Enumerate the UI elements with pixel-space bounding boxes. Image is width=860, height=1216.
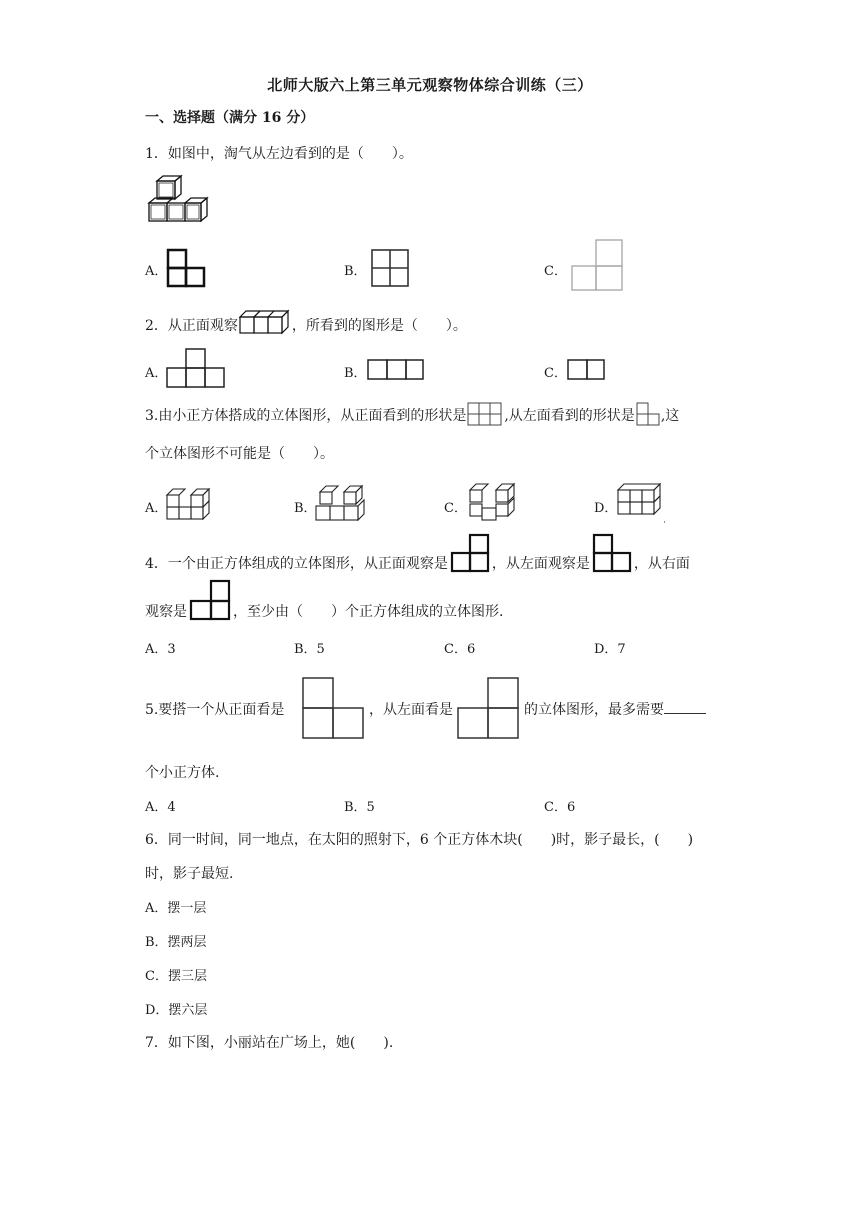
q3-option-b-label[interactable]: B． [294,501,317,516]
q3-option-c-label[interactable]: C． [444,501,467,516]
q1-option-a-figure [166,248,208,288]
q3-option-a-label[interactable]: A． [145,501,168,516]
q1-option-c-label[interactable]: C． [544,264,567,279]
q3-text-a: 3.由小正方体搭成的立体图形，从正面看到的形状是 [145,408,467,424]
q1-cube-figure [145,173,211,229]
q1-option-b-figure [370,248,412,288]
question-4-text [145,553,690,575]
q3-front-view-figure [466,401,504,427]
q1-option-b-label[interactable]: B． [344,264,367,279]
q4-text-c: ，从右面 [633,556,690,572]
q4-left-view-figure [590,533,634,575]
q4-text-b: ，从左面观察是 [491,556,590,572]
q4-option-b[interactable]: B．5 [294,642,325,657]
q2-option-a-label[interactable]: A． [145,366,168,381]
q5-answer-blank[interactable] [664,699,706,714]
question-1-text: 1．如图中，淘气从左边看到的是（ ）。 [145,146,413,162]
q3-option-b-figure [314,482,372,524]
q5-front-view-figure [301,676,365,740]
q6-option-d[interactable]: D．摆六层 [145,1003,208,1018]
question-5-line2: 个小正方体. [145,765,220,781]
question-6-line1: 6．同一时间，同一地点，在太阳的照射下，6 个正方体木块( )时，影子最长，( ) [145,832,694,848]
q4-line2-b: ，至少由（ ）个正方体组成的立体图形. [233,604,504,620]
question-4-line2 [145,601,503,623]
question-7-text: 7．如下图，小丽站在广场上，她( ). [145,1035,394,1051]
q3-text-c: ,这 [660,408,680,424]
question-3-line2: 个立体图形不可能是（ ）。 [145,446,334,462]
q2-blocks-figure [238,309,292,337]
section-heading: 一、选择题（满分 16 分） [145,110,315,126]
q5-left-view-figure [456,676,520,740]
q5-option-b[interactable]: B．5 [344,800,375,815]
q4-option-c[interactable]: C．6 [444,642,476,657]
page-title: 北师大版六上第三单元观察物体综合训练（三） [267,76,593,94]
q3-option-d-figure [614,482,670,526]
q4-line2-a: 观察是 [145,604,187,620]
q1-option-c-figure [570,238,630,302]
q4-front-view-figure [448,533,492,575]
q2-option-b-label[interactable]: B． [344,366,367,381]
q3-option-c-figure [466,482,524,524]
question-3-text [145,405,679,427]
q6-option-b[interactable]: B．摆两层 [145,935,207,950]
q2-option-b-figure [366,358,426,382]
q1-option-a-label[interactable]: A． [145,264,168,279]
q2-option-a-figure [165,347,227,389]
q3-option-a-figure [165,485,219,525]
q6-option-c[interactable]: C．摆三层 [145,969,207,984]
question-5-text-b: ，从左面看是 [369,702,453,718]
question-2-text [145,315,467,337]
q3-text-b: ,从左面看到的形状是 [504,408,635,424]
q4-option-a[interactable]: A．3 [145,642,176,657]
q3-left-view-figure [635,401,661,427]
q2-option-c-figure [566,358,608,382]
q2-text-start: 2．从正面观察 [145,318,238,334]
q3-option-d-label[interactable]: D． [594,501,618,516]
q5-option-c[interactable]: C．6 [544,800,576,815]
q4-option-d[interactable]: D．7 [594,642,626,657]
question-5-text-a: 5.要搭一个从正面看是 [145,702,285,718]
q2-text-end: ，所看到的图形是（ ）。 [291,318,467,334]
q5-option-a[interactable]: A．4 [145,800,176,815]
question-5-text-c [524,699,706,719]
q6-option-a[interactable]: A．摆一层 [145,901,207,916]
question-6-line2: 时，影子最短. [145,866,234,882]
q2-option-c-label[interactable]: C． [544,366,567,381]
q4-text-a: 4．一个由正方体组成的立体图形，从正面观察是 [145,556,448,572]
q5-text-c: 的立体图形，最多需要 [524,702,664,718]
q4-right-view-figure [187,579,233,623]
